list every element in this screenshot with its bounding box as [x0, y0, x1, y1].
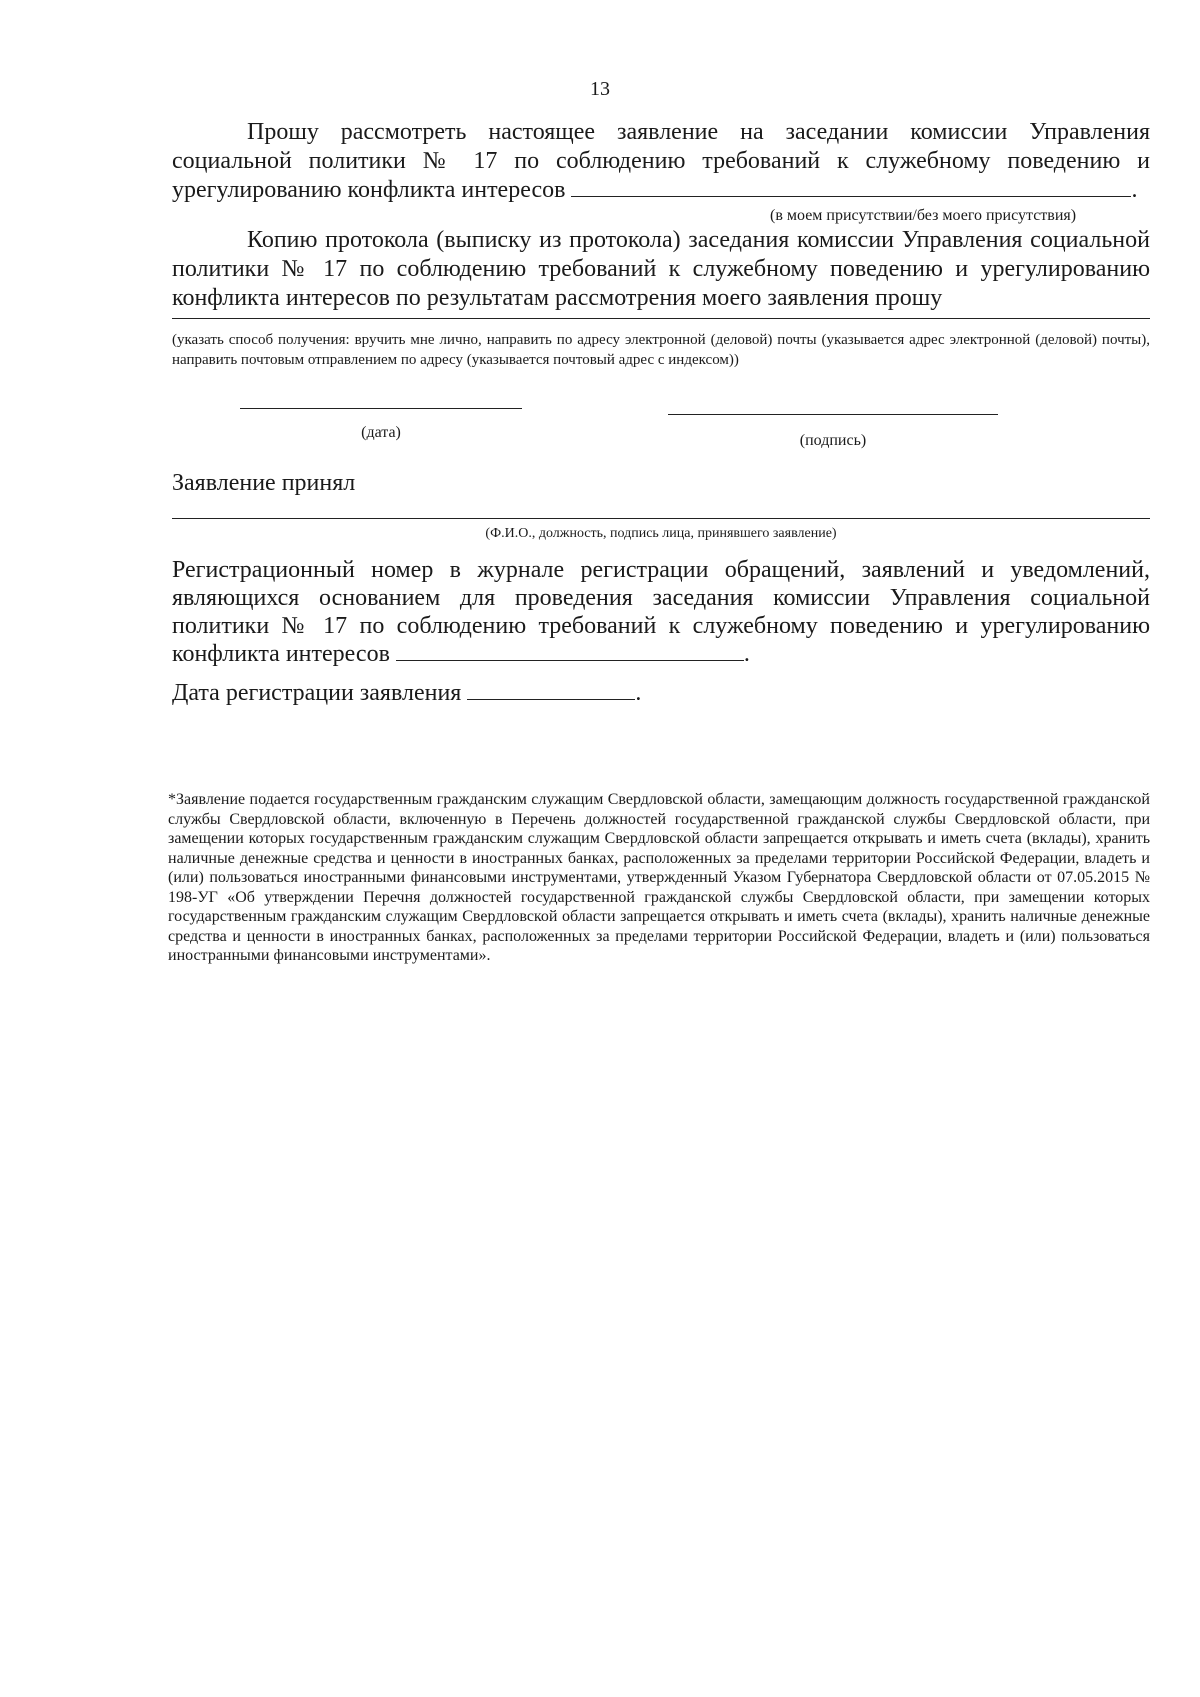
- registration-date-text: Дата регистрации заявления: [172, 680, 462, 706]
- protocol-copy-paragraph: [172, 226, 1150, 313]
- request-paragraph: [172, 118, 1150, 205]
- registration-paragraph: [172, 556, 1150, 668]
- accepted-label: Заявление принял: [172, 470, 356, 496]
- presence-caption: (в моем присутствии/без моего присутствия): [770, 207, 1077, 224]
- date-caption: (дата): [361, 424, 401, 441]
- page-number: 13: [590, 78, 610, 100]
- signature-line: [668, 414, 998, 415]
- registration-date-paragraph: [172, 680, 641, 707]
- request-text: Прошу рассмотреть настоящее заявление на заседании комиссии Управления социальной политики № 17 по соблюдению требований к служебному поведению и урегулированию конфликта интересов: [172, 119, 1150, 203]
- registration-date-end-dot: .: [635, 680, 642, 706]
- registration-number-line: [396, 642, 744, 661]
- registration-date-line: [467, 681, 635, 700]
- date-line: [240, 408, 522, 409]
- accepted-by-caption: (Ф.И.О., должность, подпись лица, принявшего заявление): [485, 526, 837, 541]
- delivery-method-line: [172, 318, 1150, 319]
- delivery-method-caption: (указать способ получения: вручить мне лично, направить по адресу электронной (деловой) почты (указывается адрес электронной (деловой) почты), направить почтовым отправлением по адресу (указывается почтовый адрес с индексом)): [172, 332, 1150, 368]
- registration-text: Регистрационный номер в журнале регистрации обращений, заявлений и уведомлений, являющихся основанием для проведения заседания комиссии Управления социальной политики № 17 по соблюдению требований к служебному поведению и урегулированию конфликта интересов: [172, 557, 1150, 667]
- registration-end-dot: .: [743, 641, 750, 667]
- signature-caption: (подпись): [799, 432, 867, 449]
- protocol-copy-text: Копию протокола (выписку из протокола) заседания комиссии Управления социальной политики № 17 по соблюдению требований к служебному поведению и урегулированию конфликта интересов по результатам рассмотрения моего заявления прошу: [172, 227, 1150, 311]
- footnote: *Заявление подается государственным гражданским служащим Свердловской области, замещающим должность государственной гражданской службы Свердловской области, включенную в Перечень должностей государственной гражданской службы Свердловской области, при замещении которых государственным гражданским служащим Свердловской области запрещается открывать и иметь счета (вклады), хранить наличные денежные средства и ценности в иностранных банках, расположенных за пределами территории Российской Федерации, владеть и (или) пользоваться иностранными финансовыми инструментами, утвержденный Указом Губернатора Свердловской области от 07.05.2015 № 198-УГ «Об утверждении Перечня должностей государственной гражданской службы Свердловской области, при замещении которых государственным гражданским служащим Свердловской области запрещается открывать и иметь счета (вклады), хранить наличные денежные средства и ценности в иностранных банках, расположенных за пределами территории Российской Федерации, владеть и (или) пользоваться иностранными финансовыми инструментами».: [168, 791, 1150, 964]
- presence-blank-line: [571, 178, 1131, 197]
- accepted-by-line: [172, 518, 1150, 519]
- request-end-dot: .: [1131, 177, 1138, 203]
